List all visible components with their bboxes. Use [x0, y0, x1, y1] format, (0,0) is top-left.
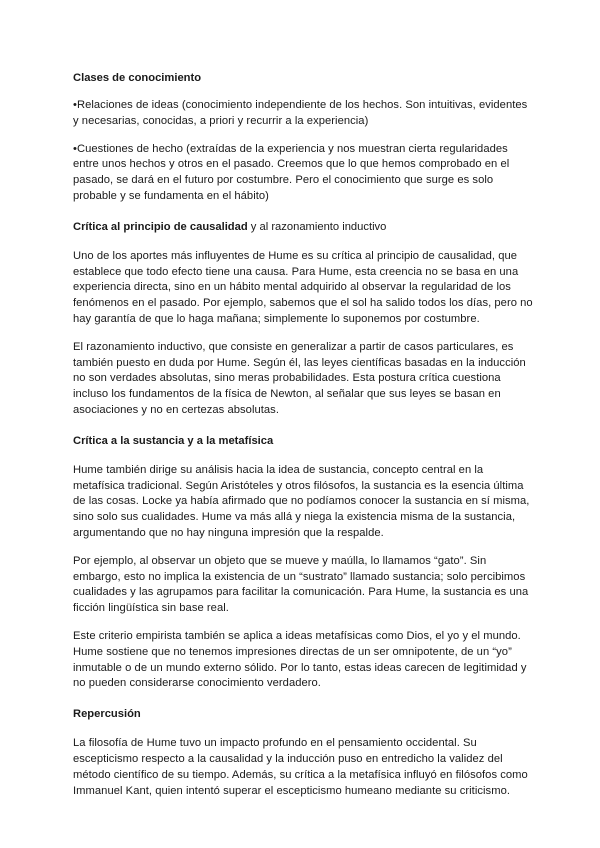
paragraph: Uno de los aportes más influyentes de Hume es su crítica al principio de causalidad, que establece que todo efecto tiene una causa. Para Hume, esta creencia no se basa en una experiencia directa, sino en un hábito mental adquirido al observar la regularidad de los fenómenos en el pasado. Por ejemplo, sabemos que el sol ha salido todos los días, pero no hay garantía de que lo haga mañana; simplemente lo suponemos por costumbre. — [73, 249, 533, 325]
paragraph: Por ejemplo, al observar un objeto que se mueve y maúlla, lo llamamos “gato”. Sin embargo, esto no implica la existencia de un “sustrato” llamado sustancia; solo percibimos cualidades y las agrupamos para facilitar la comunicación. Para Hume, la sustancia es una ficción lingüística sin base real. — [73, 554, 529, 615]
section-heading-causalidad — [73, 219, 535, 235]
section-heading-sustancia: Crítica a la sustancia y a la metafísica — [73, 434, 274, 447]
heading-bold-part: Crítica al principio de causalidad — [73, 220, 248, 233]
paragraph: El razonamiento inductivo, que consiste en generalizar a partir de casos particulares, es también puesto en duda por Hume. Según él, las leyes científicas basadas en la inducción no son verdades absolutas, sino meras probabilidades. Esta postura crítica cuestiona incluso los fundamentos de la física de Newton, al señalar que sus leyes se basan en asociaciones y no en certezas absolutas. — [73, 340, 526, 416]
document-body — [73, 70, 535, 799]
section-heading-repercusion: Repercusión — [73, 708, 141, 721]
paragraph: •Relaciones de ideas (conocimiento independiente de los hechos. Son intuitivas, evidentes y necesarias, conocidas, a priori y recurrir a la experiencia) — [73, 99, 528, 127]
paragraph: •Cuestiones de hecho (extraídas de la experiencia y nos muestran cierta regularidades entre unos hechos y otros en el pasado. Creemos que lo que hemos comprobado en el pasado, se dará en el futuro por costumbre. Pero el conocimiento que surge es solo probable y se fundamenta en el hábito) — [73, 142, 510, 202]
section-heading-clases: Clases de conocimiento — [73, 72, 202, 84]
heading-normal-part: y al razonamiento inductivo — [247, 220, 387, 233]
paragraph: Hume también dirige su análisis hacia la idea de sustancia, concepto central en la metafísica tradicional. Según Aristóteles y otros filósofos, la sustancia es la esencia última de las cosas. Locke ya había afirmado que no podíamos conocer la sustancia en sí misma, sino solo sus cualidades. Hume va más allá y niega la existencia misma de la sustancia, argumentando que no hay ninguna impresión que la respalde. — [73, 463, 530, 539]
paragraph: Este criterio empirista también se aplica a ideas metafísicas como Dios, el yo y el mundo. Hume sostiene que no tenemos impresiones directas de un ser omnipotente, de un “yo” inmutable o de un mundo externo sólido. Por lo tanto, estas ideas carecen de legitimidad y no pueden considerarse conocimiento verdadero. — [73, 629, 527, 690]
paragraph: La filosofía de Hume tuvo un impacto profundo en el pensamiento occidental. Su escepticismo respecto a la causalidad y la inducción puso en entredicho la validez del método científico de su tiempo. Además, su crítica a la metafísica influyó en filósofos como Immanuel Kant, quien intentó superar el escepticismo humeano mediante su criticismo. — [73, 737, 528, 797]
